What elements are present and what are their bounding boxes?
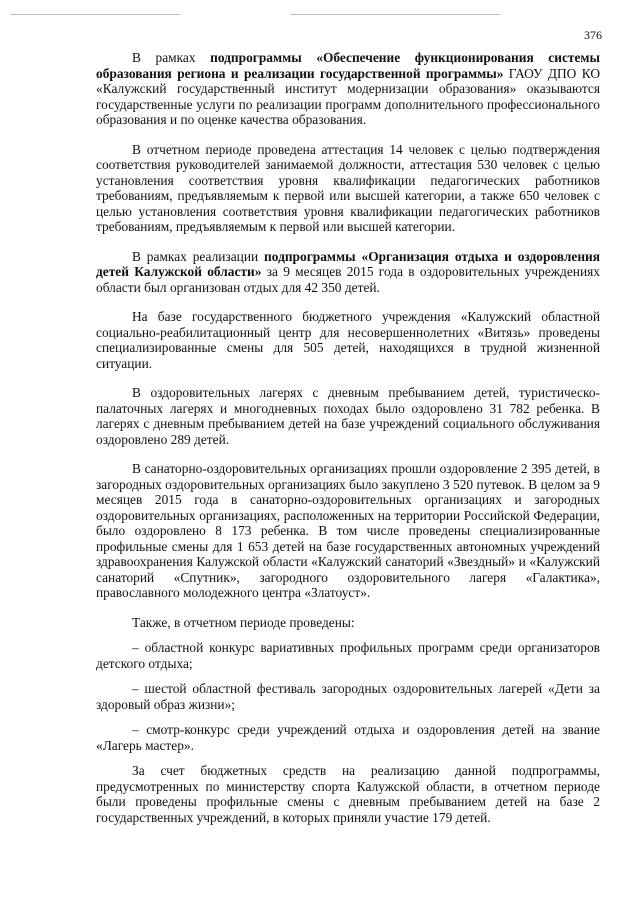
text-run: В санаторно-оздоровительных организациях прошли оздоровление 2 395 детей, в загородных оздоровительных организациях было закуплено 3 520 путевок. В целом за 9 месяцев 2015 года в санаторно-оздоровительных организациях и загородных оздоровительных организациях, расположенных на территории Российской Федерации, было оздоровлено 8 173 ребенка. В том числе проведены специализированные профильные смены для 1 653 детей на базе государственных автономных учреждений здравоохранения Калужской области «Калужский санаторий «Звездный» и «Калужский санаторий «Спутник», загородного оздоровительного лагеря «Галактика», православного молодежного центра «Златоуст».: [96, 461, 600, 600]
bold-text: подпрограммы «Организация отдыха и оздоровления детей Калужской области»: [96, 248, 600, 279]
paragraph: [96, 681, 600, 712]
paragraph: [96, 615, 600, 631]
paragraph: [96, 309, 600, 371]
text-run: В рамках реализации: [132, 248, 265, 264]
paragraph: [96, 763, 600, 825]
text-run: ГАОУ ДПО КО «Калужский государственный институт модернизации образования» оказываются государственные услуги по реализации программ дополнительного профессионального образования и по оценке качества образования.: [96, 65, 600, 127]
paragraph: [96, 142, 600, 235]
scan-artifact-line: [290, 14, 500, 15]
text-run: за 9 месяцев 2015 года в оздоровительных учреждениях области был организован отдых для 42 350 детей.: [96, 264, 600, 295]
text-run: За счет бюджетных средств на реализацию данной подпрограммы, предусмотренных по министерству спорта Калужской области, в отчетном периоде были проведены профильные смены с дневным пребыванием детей на базе 2 государственных учреждений, в которых приняли участие 179 детей.: [96, 763, 600, 825]
paragraph: [96, 385, 600, 447]
text-run: – шестой областной фестиваль загородных оздоровительных лагерей «Дети за здоровый образ жизни»;: [96, 681, 600, 712]
paragraph: [96, 50, 600, 128]
paragraph: [96, 640, 600, 671]
text-run: – смотр-конкурс среди учреждений отдыха и оздоровления детей на звание «Лагерь мастер».: [96, 722, 600, 753]
text-run: Также, в отчетном периоде проведены:: [132, 614, 355, 630]
text-run: В отчетном периоде проведена аттестация 14 человек с целью подтверждения соответствия руководителей занимаемой должности, аттестация 530 человек с целью установления соответствия уровня квалификации педагогических работников требованиям, предъявляемым к первой или высшей категории, а также 650 человек с целью установления соответствия уровня квалификации педагогических работников требованиям, предъявляемым к первой или высшей категории.: [96, 141, 600, 234]
page-number: 376: [584, 28, 602, 42]
document-body: [96, 50, 600, 839]
text-run: – областной конкурс вариативных профильных программ среди организаторов детского отдыха;: [96, 640, 600, 671]
text-run: В оздоровительных лагерях с дневным пребыванием детей, туристическо-палаточных лагерях и многодневных походах было оздоровлено 31 782 ребенка. В лагерях с дневным пребыванием детей на базе учреждений социального обслуживания оздоровлено 289 детей.: [96, 385, 600, 447]
text-run: На базе государственного бюджетного учреждения «Калужский областной социально-реабилитационный центр для несовершеннолетних «Витязь» проведены специализированные смены для 505 детей, находящихся в трудной жизненной ситуации.: [96, 309, 600, 371]
paragraph: [96, 722, 600, 753]
paragraph: [96, 461, 600, 601]
paragraph: [96, 249, 600, 296]
scan-artifact-line: [10, 14, 180, 15]
text-run: В рамках: [132, 50, 211, 65]
bold-text: подпрограммы «Обеспечение функционирования системы образования региона и реализации государственной программы»: [96, 50, 600, 81]
